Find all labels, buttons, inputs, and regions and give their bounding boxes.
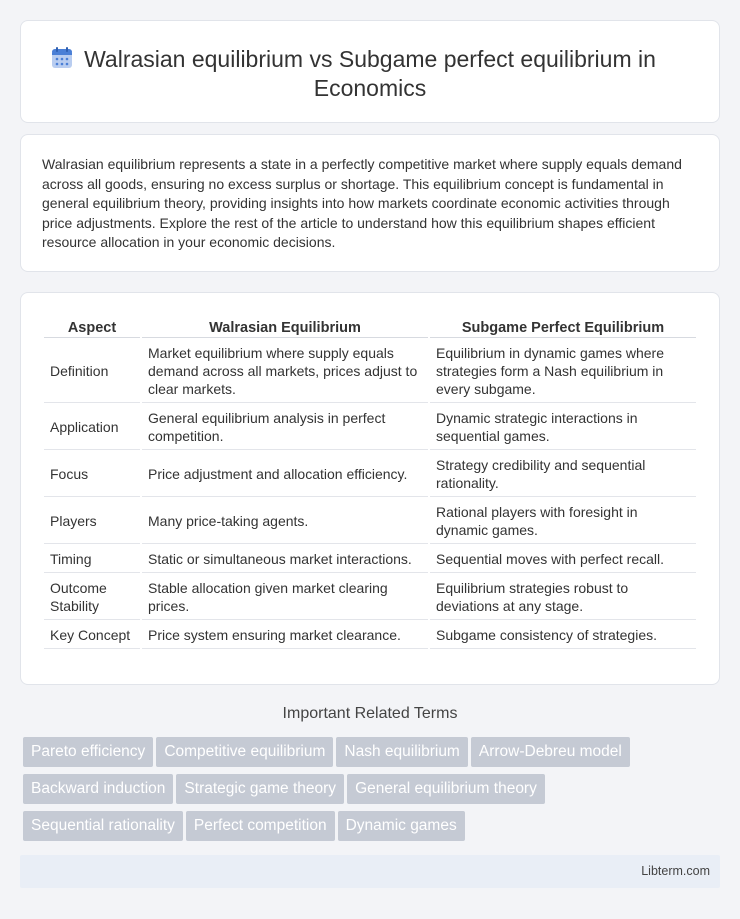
related-term-tag[interactable]: Strategic game theory [176, 774, 344, 804]
column-header-aspect: Aspect [44, 318, 140, 338]
intro-paragraph: Walrasian equilibrium represents a state in a perfectly competitive market where supply equals demand across all goods, ensuring no excess surplus or shortage. This equilibrium concept is fundamental in general equilibrium theory, providing insights into how markets coordinate economic activities through price adjustments. Explore the rest of the article to understand how this equilibrium shapes efficient resource allocation in your economic decisions. [42, 156, 682, 250]
column-header-walrasian: Walrasian Equilibrium [142, 318, 428, 338]
subgame-cell: Subgame consistency of strategies. [430, 622, 696, 649]
subgame-cell: Rational players with foresight in dynamic games. [430, 499, 696, 544]
subgame-cell: Equilibrium in dynamic games where strategies form a Nash equilibrium in every subgame. [430, 340, 696, 403]
walrasian-cell: Static or simultaneous market interactions. [142, 546, 428, 573]
aspect-cell: Timing [44, 546, 140, 573]
footer [20, 855, 720, 888]
related-term-tag[interactable]: Nash equilibrium [336, 737, 467, 767]
footer-site-link[interactable]: Libterm.com [641, 864, 710, 878]
table-header-row [44, 318, 696, 338]
related-term-tag[interactable]: General equilibrium theory [347, 774, 545, 804]
table-row [44, 622, 696, 649]
table-row [44, 452, 696, 497]
comparison-table [42, 316, 698, 651]
title-card [20, 20, 720, 123]
walrasian-cell: Stable allocation given market clearing prices. [142, 575, 428, 620]
aspect-cell: Players [44, 499, 140, 544]
walrasian-cell: Many price-taking agents. [142, 499, 428, 544]
table-row [44, 575, 696, 620]
table-row [44, 546, 696, 573]
related-term-tag[interactable]: Competitive equilibrium [156, 737, 333, 767]
related-term-tag[interactable]: Dynamic games [338, 811, 465, 841]
table-row [44, 405, 696, 450]
walrasian-cell: Market equilibrium where supply equals demand across all markets, prices adjust to clear markets. [142, 340, 428, 403]
walrasian-cell: Price adjustment and allocation efficiency. [142, 452, 428, 497]
subgame-cell: Sequential moves with perfect recall. [430, 546, 696, 573]
subgame-cell: Strategy credibility and sequential rationality. [430, 452, 696, 497]
walrasian-cell: General equilibrium analysis in perfect competition. [142, 405, 428, 450]
aspect-cell: Focus [44, 452, 140, 497]
aspect-cell: Outcome Stability [44, 575, 140, 620]
page-title: Walrasian equilibrium vs Subgame perfect equilibrium in Economics [84, 46, 656, 101]
related-term-tag[interactable]: Backward induction [23, 774, 173, 804]
table-row [44, 340, 696, 403]
related-term-tag[interactable]: Pareto efficiency [23, 737, 153, 767]
related-term-tag[interactable]: Perfect competition [186, 811, 335, 841]
related-term-tag[interactable]: Sequential rationality [23, 811, 183, 841]
column-header-subgame: Subgame Perfect Equilibrium [430, 318, 696, 338]
subgame-cell: Equilibrium strategies robust to deviations at any stage. [430, 575, 696, 620]
intro-card [20, 134, 720, 272]
related-term-tag[interactable]: Arrow-Debreu model [471, 737, 630, 767]
comparison-card [20, 292, 720, 685]
aspect-cell: Application [44, 405, 140, 450]
aspect-cell: Key Concept [44, 622, 140, 649]
related-terms-list [23, 737, 723, 848]
table-row [44, 499, 696, 544]
subgame-cell: Dynamic strategic interactions in sequential games. [430, 405, 696, 450]
aspect-cell: Definition [44, 340, 140, 403]
related-terms-heading: Important Related Terms [282, 705, 458, 722]
walrasian-cell: Price system ensuring market clearance. [142, 622, 428, 649]
